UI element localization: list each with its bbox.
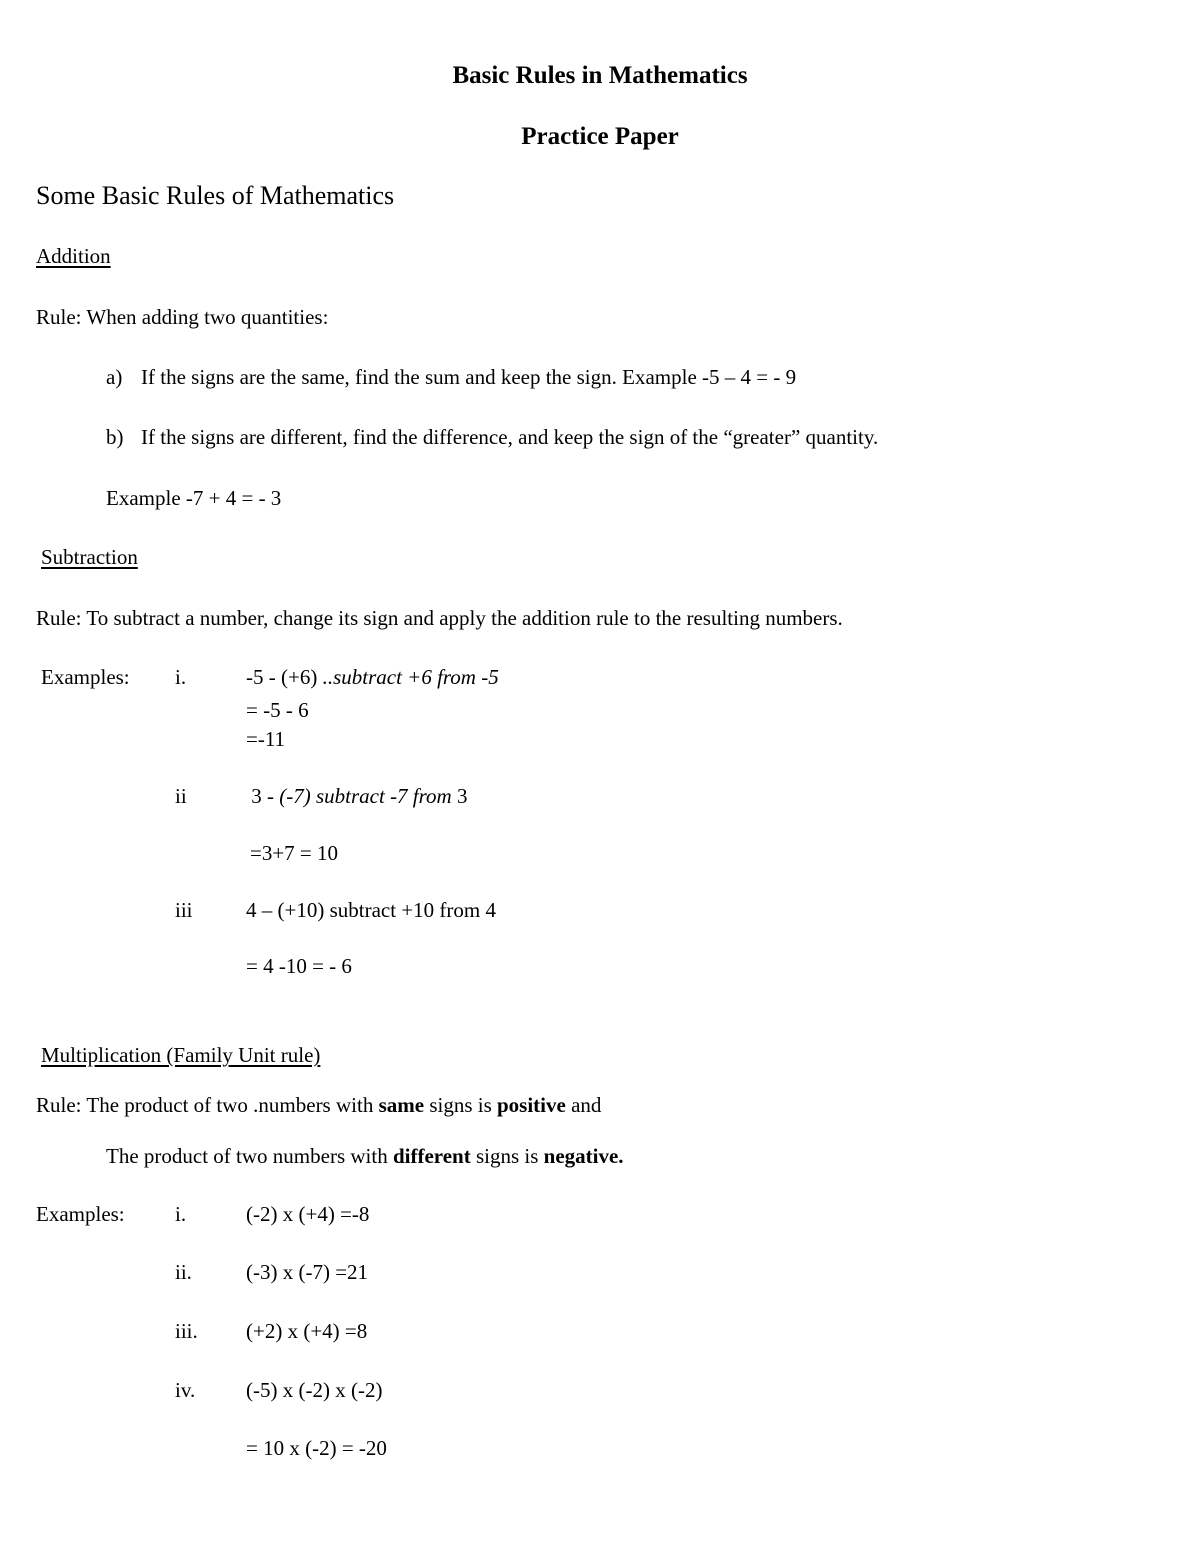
subtraction-ex2-marker: ii [175,784,187,808]
subtraction-ex1-line1 [246,667,499,688]
addition-rule: Rule: When adding two quantities: [36,305,329,329]
multiplication-rule2-prefix: The product of two numbers with [106,1144,393,1168]
document-title: Basic Rules in Mathematics [452,62,748,89]
multiplication-ex4-expr: (-5) x (-2) x (-2) [246,1378,383,1402]
subtraction-ex2-line1 [246,786,467,807]
multiplication-ex2-marker: ii. [175,1260,192,1284]
multiplication-ex1-expr: (-2) x (+4) =-8 [246,1202,370,1226]
multiplication-examples-label: Examples: [36,1202,125,1226]
section-heading: Some Basic Rules of Mathematics [36,181,395,210]
multiplication-rule-line2 [106,1146,624,1167]
addition-example: Example -7 + 4 = - 3 [106,486,282,510]
subtraction-ex1-marker: i. [175,665,187,689]
subtraction-ex2-note: (-7) subtract -7 from [279,784,457,808]
addition-item-a-text: If the signs are the same, find the sum and keep the sign. Example -5 – 4 = - 9 [141,365,797,389]
subtraction-heading: Subtraction [41,545,138,569]
subtraction-ex1-note: ..subtract +6 from -5 [322,665,499,689]
addition-item-a-marker: a) [106,365,123,389]
subtraction-ex1-expr: -5 - (+6) [246,665,323,689]
subtraction-rule: Rule: To subtract a number, change its sign and apply the addition rule to the resulting numbers. [36,606,843,630]
addition-heading: Addition [36,244,111,268]
subtraction-ex2-expr: 3 - [246,784,280,808]
multiplication-rule-mid: signs is [424,1093,497,1117]
multiplication-ex2-expr: (-3) x (-7) =21 [246,1260,369,1284]
multiplication-ex4-marker: iv. [175,1378,196,1402]
subtraction-ex3-marker: iii [175,898,193,922]
multiplication-rule-positive: positive [497,1093,566,1117]
multiplication-ex1-marker: i. [175,1202,187,1226]
document-subtitle: Practice Paper [521,123,679,150]
subtraction-examples-label: Examples: [41,665,130,689]
subtraction-ex2-end: 3 [456,784,468,808]
subtraction-ex2-line2: =3+7 = 10 [250,841,339,865]
subtraction-ex3-line1: 4 – (+10) subtract +10 from 4 [246,898,496,922]
multiplication-rule-line1 [36,1095,601,1116]
multiplication-rule2-negative: negative. [543,1144,624,1168]
multiplication-heading: Multiplication (Family Unit rule) [41,1043,321,1067]
multiplication-ex3-expr: (+2) x (+4) =8 [246,1319,368,1343]
multiplication-rule-same: same [378,1093,425,1117]
multiplication-rule2-different: different [392,1144,471,1168]
subtraction-ex3-line2: = 4 -10 = - 6 [246,954,352,978]
addition-item-b-marker: b) [106,425,124,449]
multiplication-rule-prefix: Rule: The product of two .numbers with [36,1093,379,1117]
subtraction-ex1-line2: = -5 - 6 [246,698,309,722]
multiplication-ex3-marker: iii. [175,1319,198,1343]
addition-item-b-text: If the signs are different, find the difference, and keep the sign of the “greater” quantity. [141,425,879,449]
multiplication-ex4-line2: = 10 x (-2) = -20 [246,1436,387,1460]
multiplication-rule2-mid: signs is [470,1144,544,1168]
multiplication-rule-suffix: and [565,1093,602,1117]
subtraction-ex1-line3: =-11 [246,727,286,751]
